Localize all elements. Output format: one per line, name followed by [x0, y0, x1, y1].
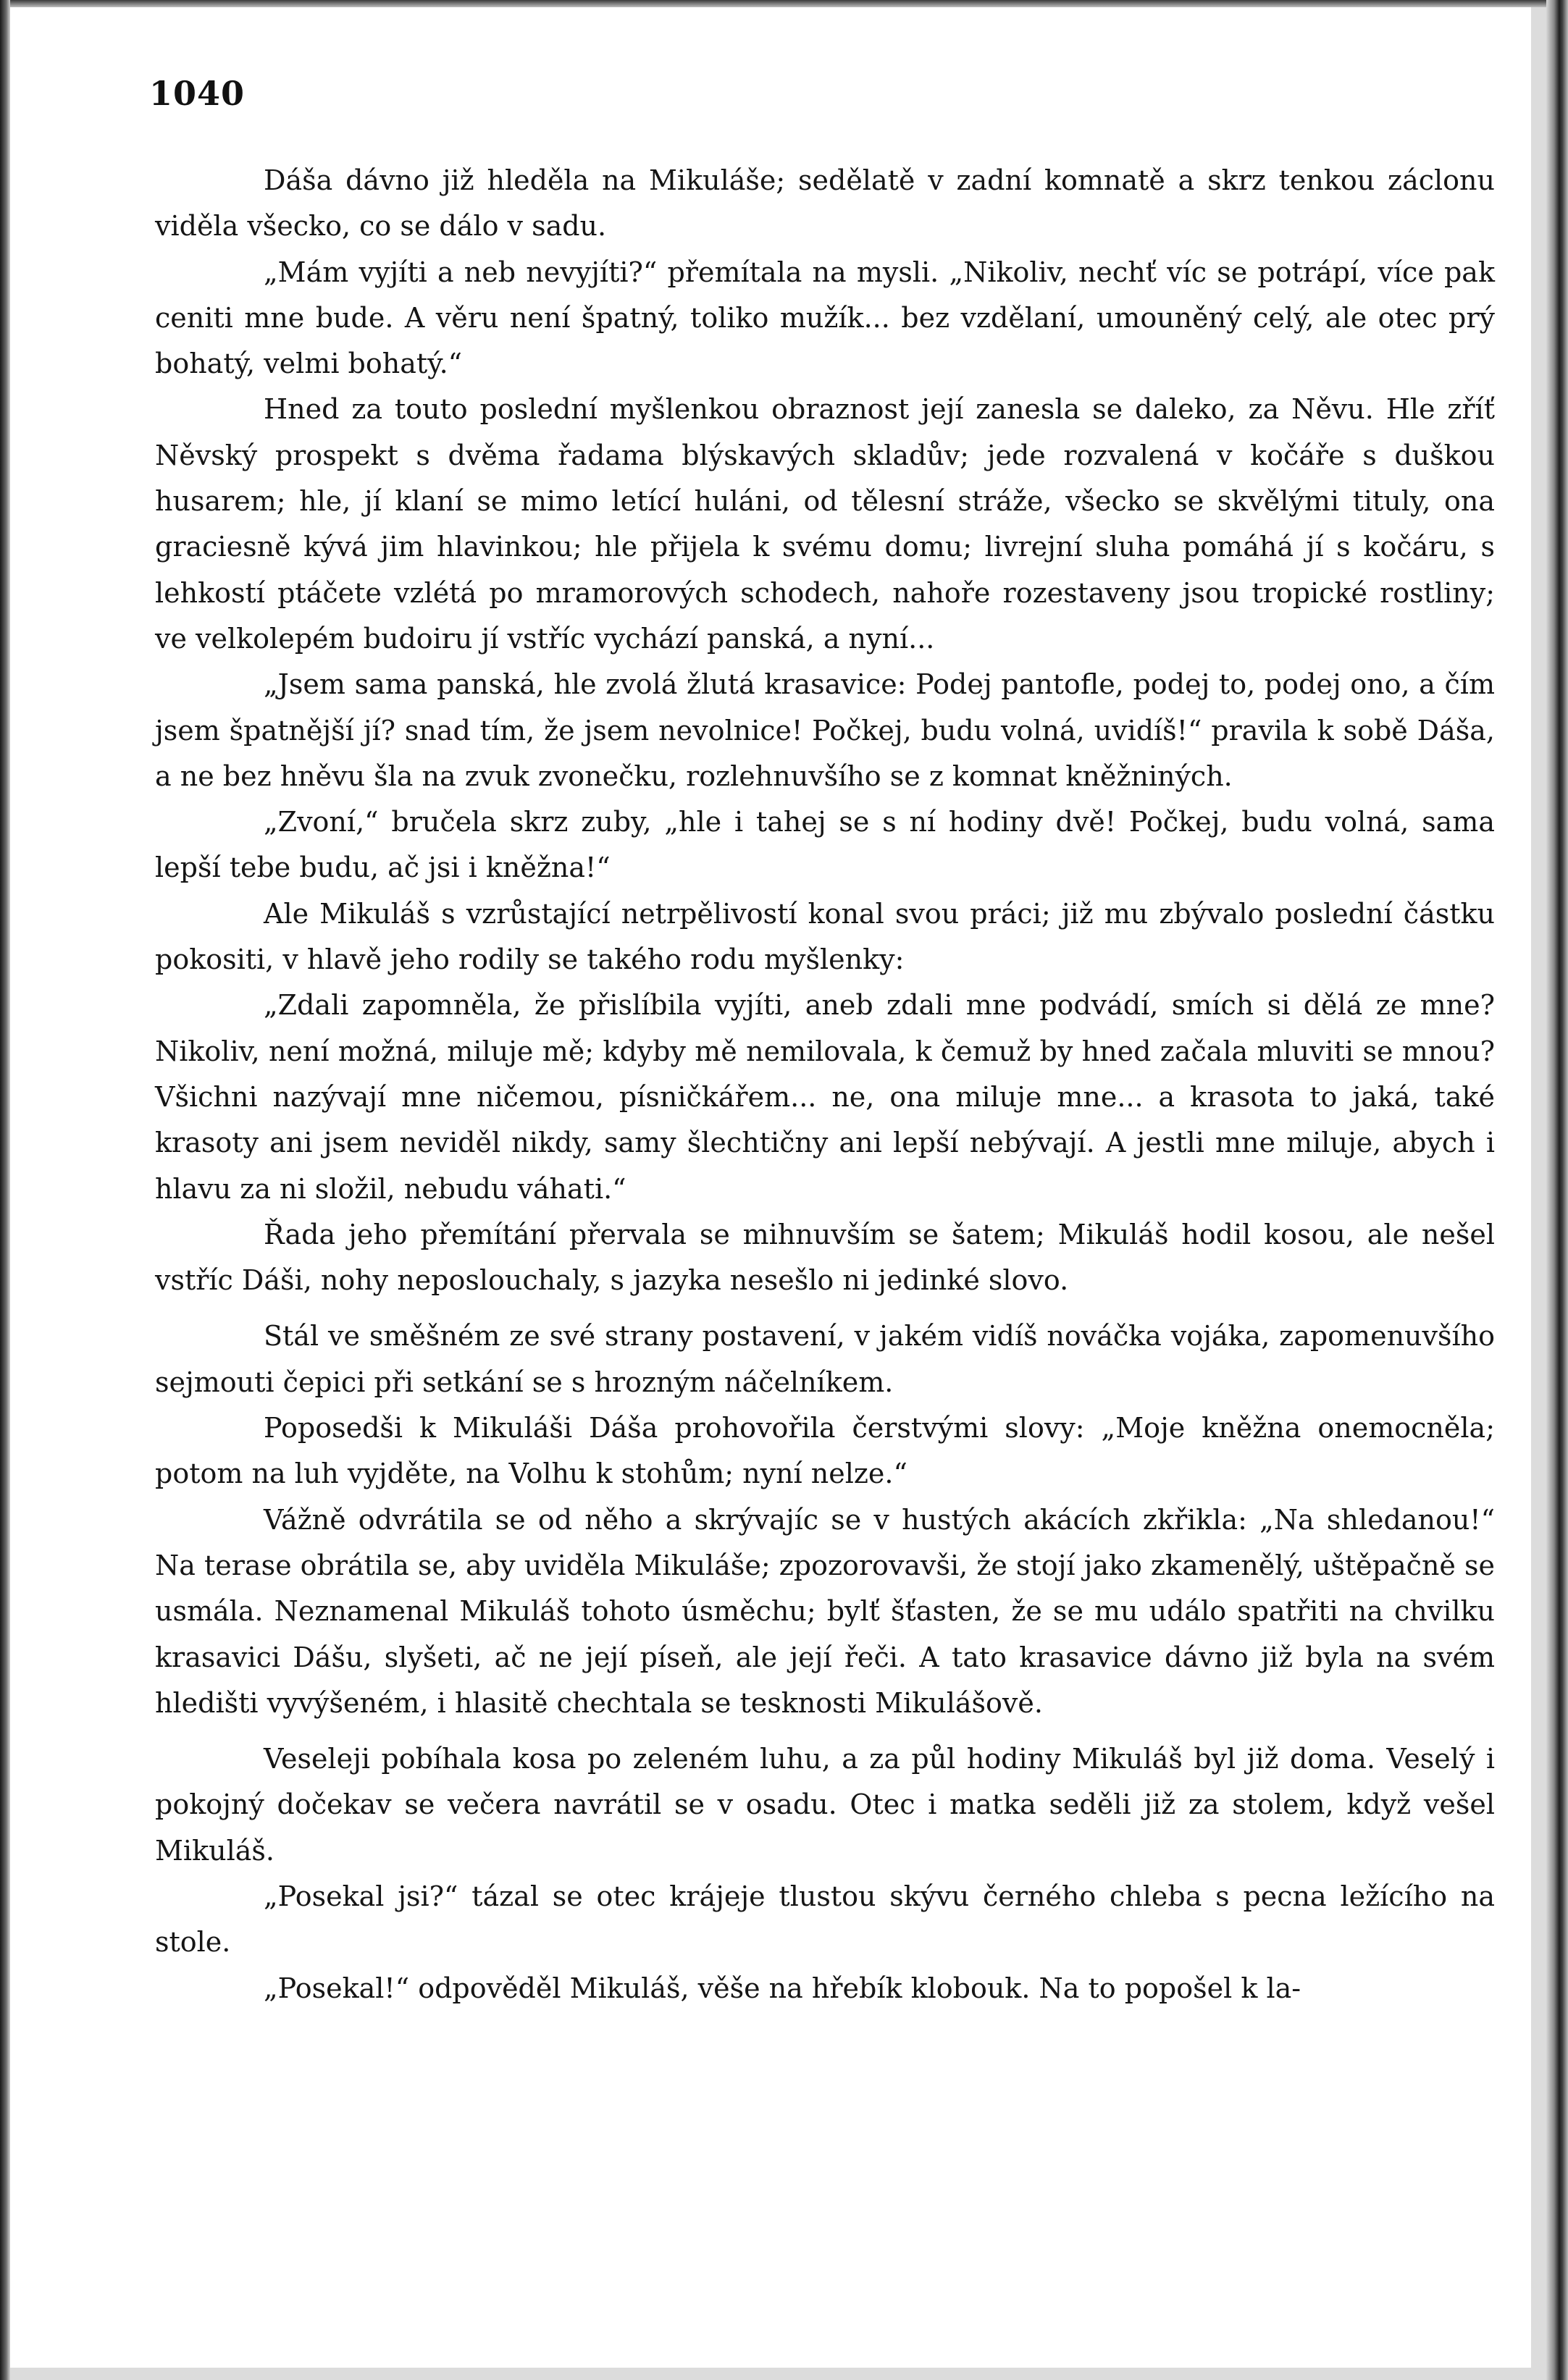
paragraph: „Mám vyjíti a neb nevyjíti?“ přemítala na mysli. „Nikoliv, nechť víc se potrápí, více pak ceniti mne bude. A věru není špatný, toliko mužík... bez vzdělaní, umouněný celý, ale otec prý bohatý, velmi bohatý.“ — [155, 256, 1495, 380]
page-number: 1040 — [149, 74, 246, 113]
scan-edge-left — [0, 0, 10, 2380]
paragraph: Dáša dávno již hleděla na Mikuláše; sedělatě v zadní komnatě a skrz tenkou záclonu viděla všecko, co se dálo v sadu. — [155, 164, 1495, 243]
scan-edge-right — [1546, 0, 1568, 2380]
paragraph: „Zvoní,“ bručela skrz zuby, „hle i tahej se s ní hodiny dvě! Počkej, budu volná, sama lepší tebe budu, ač jsi i kněžna!“ — [155, 806, 1495, 884]
paragraph: „Posekal!“ odpověděl Mikuláš, věše na hřebík klobouk. Na to popošel k la- — [264, 1972, 1301, 2004]
paragraph: „Posekal jsi?“ tázal se otec krájeje tlustou skývu černého chleba s pecna ležícího na stole. — [155, 1880, 1495, 1959]
paragraph: Řada jeho přemítání přervala se mihnuvším se šatem; Mikuláš hodil kosou, ale nešel vstříc Dáši, nohy neposlouchaly, s jazyka nesešlo ni jedinké slovo. — [155, 1218, 1495, 1297]
paragraph: Veseleji pobíhala kosa po zeleném luhu, a za půl hodiny Mikuláš byl již doma. Veselý i pokojný dočekav se večera navrátil se v osadu. Otec i matka seděli již za stolem, když vešel Mikuláš. — [155, 1743, 1495, 1867]
paragraph: Hned za touto poslední myšlenkou obraznost její zanesla se daleko, za Něvu. Hle zříť Něvský prospekt s dvěma řadama blýskavých skladův; jede rozvalená v kočáře s duškou husarem; hle, jí klaní se mimo letící huláni, od tělesní stráže, všecko se skvělými tituly, ona graciesně kývá jim hlavinkou; hle přijela k svému domu; livrejní sluha pomáhá jí s kočáru, s lehkostí ptáčete vzlétá po mramorových schodech, nahoře rozestaveny jsou tropické rostliny; ve velkolepém budoiru jí vstříc vychází panská, a nyní... — [155, 393, 1495, 655]
paragraph: Ale Mikuláš s vzrůstající netrpělivostí konal svou práci; již mu zbývalo poslední částku pokositi, v hlavě jeho rodily se takého rodu myšlenky: — [155, 897, 1495, 976]
page-text-body — [155, 158, 1495, 2011]
paragraph: „Zdali zapomněla, že přislíbila vyjíti, aneb zdali mne podvádí, smích si dělá ze mne? Nikoliv, není možná, miluje mě; kdyby mě nemilovala, k čemuž by hned začala mluviti se mnou? Všichni nazývají mne ničemou, písničkářem... ne, ona miluje mne... a krasota to jaká, také krasoty ani jsem neviděl nikdy, samy šlechtičny ani lepší nebývají. A jestli mne miluje, abych i hlavu za ni složil, nebudu váhati.“ — [155, 989, 1495, 1205]
paragraph: „Jsem sama panská, hle zvolá žlutá krasavice: Podej pantofle, podej to, podej ono, a čím jsem špatnější jí? snad tím, že jsem nevolnice! Počkej, budu volná, uvidíš!“ pravila k sobě Dáša, a ne bez hněvu šla na zvuk zvonečku, rozlehnuvšího se z komnat kněžniných. — [155, 668, 1495, 792]
paragraph: Poposedši k Mikuláši Dáša prohovořila čerstvými slovy: „Moje kněžna onemocněla; potom na luh vyjděte, na Volhu k stohům; nyní nelze.“ — [155, 1412, 1495, 1490]
scan-edge-top — [0, 0, 1568, 7]
book-page — [10, 7, 1531, 2368]
paragraph: Vážně odvrátila se od něho a skrývajíc se v hustých akácích zkřikla: „Na shledanou!“ Na terase obrátila se, aby uviděla Mikuláše; zpozorovavši, že stojí jako zkamenělý, uštěpačně se usmála. Neznamenal Mikuláš tohoto úsměchu; bylť šťasten, že se mu událo spatřiti na chvilku krasavici Dášu, slyšeti, ač ne její píseň, ale její řeči. A tato krasavice dávno již byla na svém hledišti vyvýšeném, i hlasitě chechtala se tesknosti Mikulášově. — [155, 1503, 1495, 1719]
paragraph: Stál ve směšném ze své strany postavení, v jakém vidíš nováčka vojáka, zapomenuvšího sejmouti čepici při setkání se s hrozným náčelníkem. — [155, 1320, 1495, 1398]
